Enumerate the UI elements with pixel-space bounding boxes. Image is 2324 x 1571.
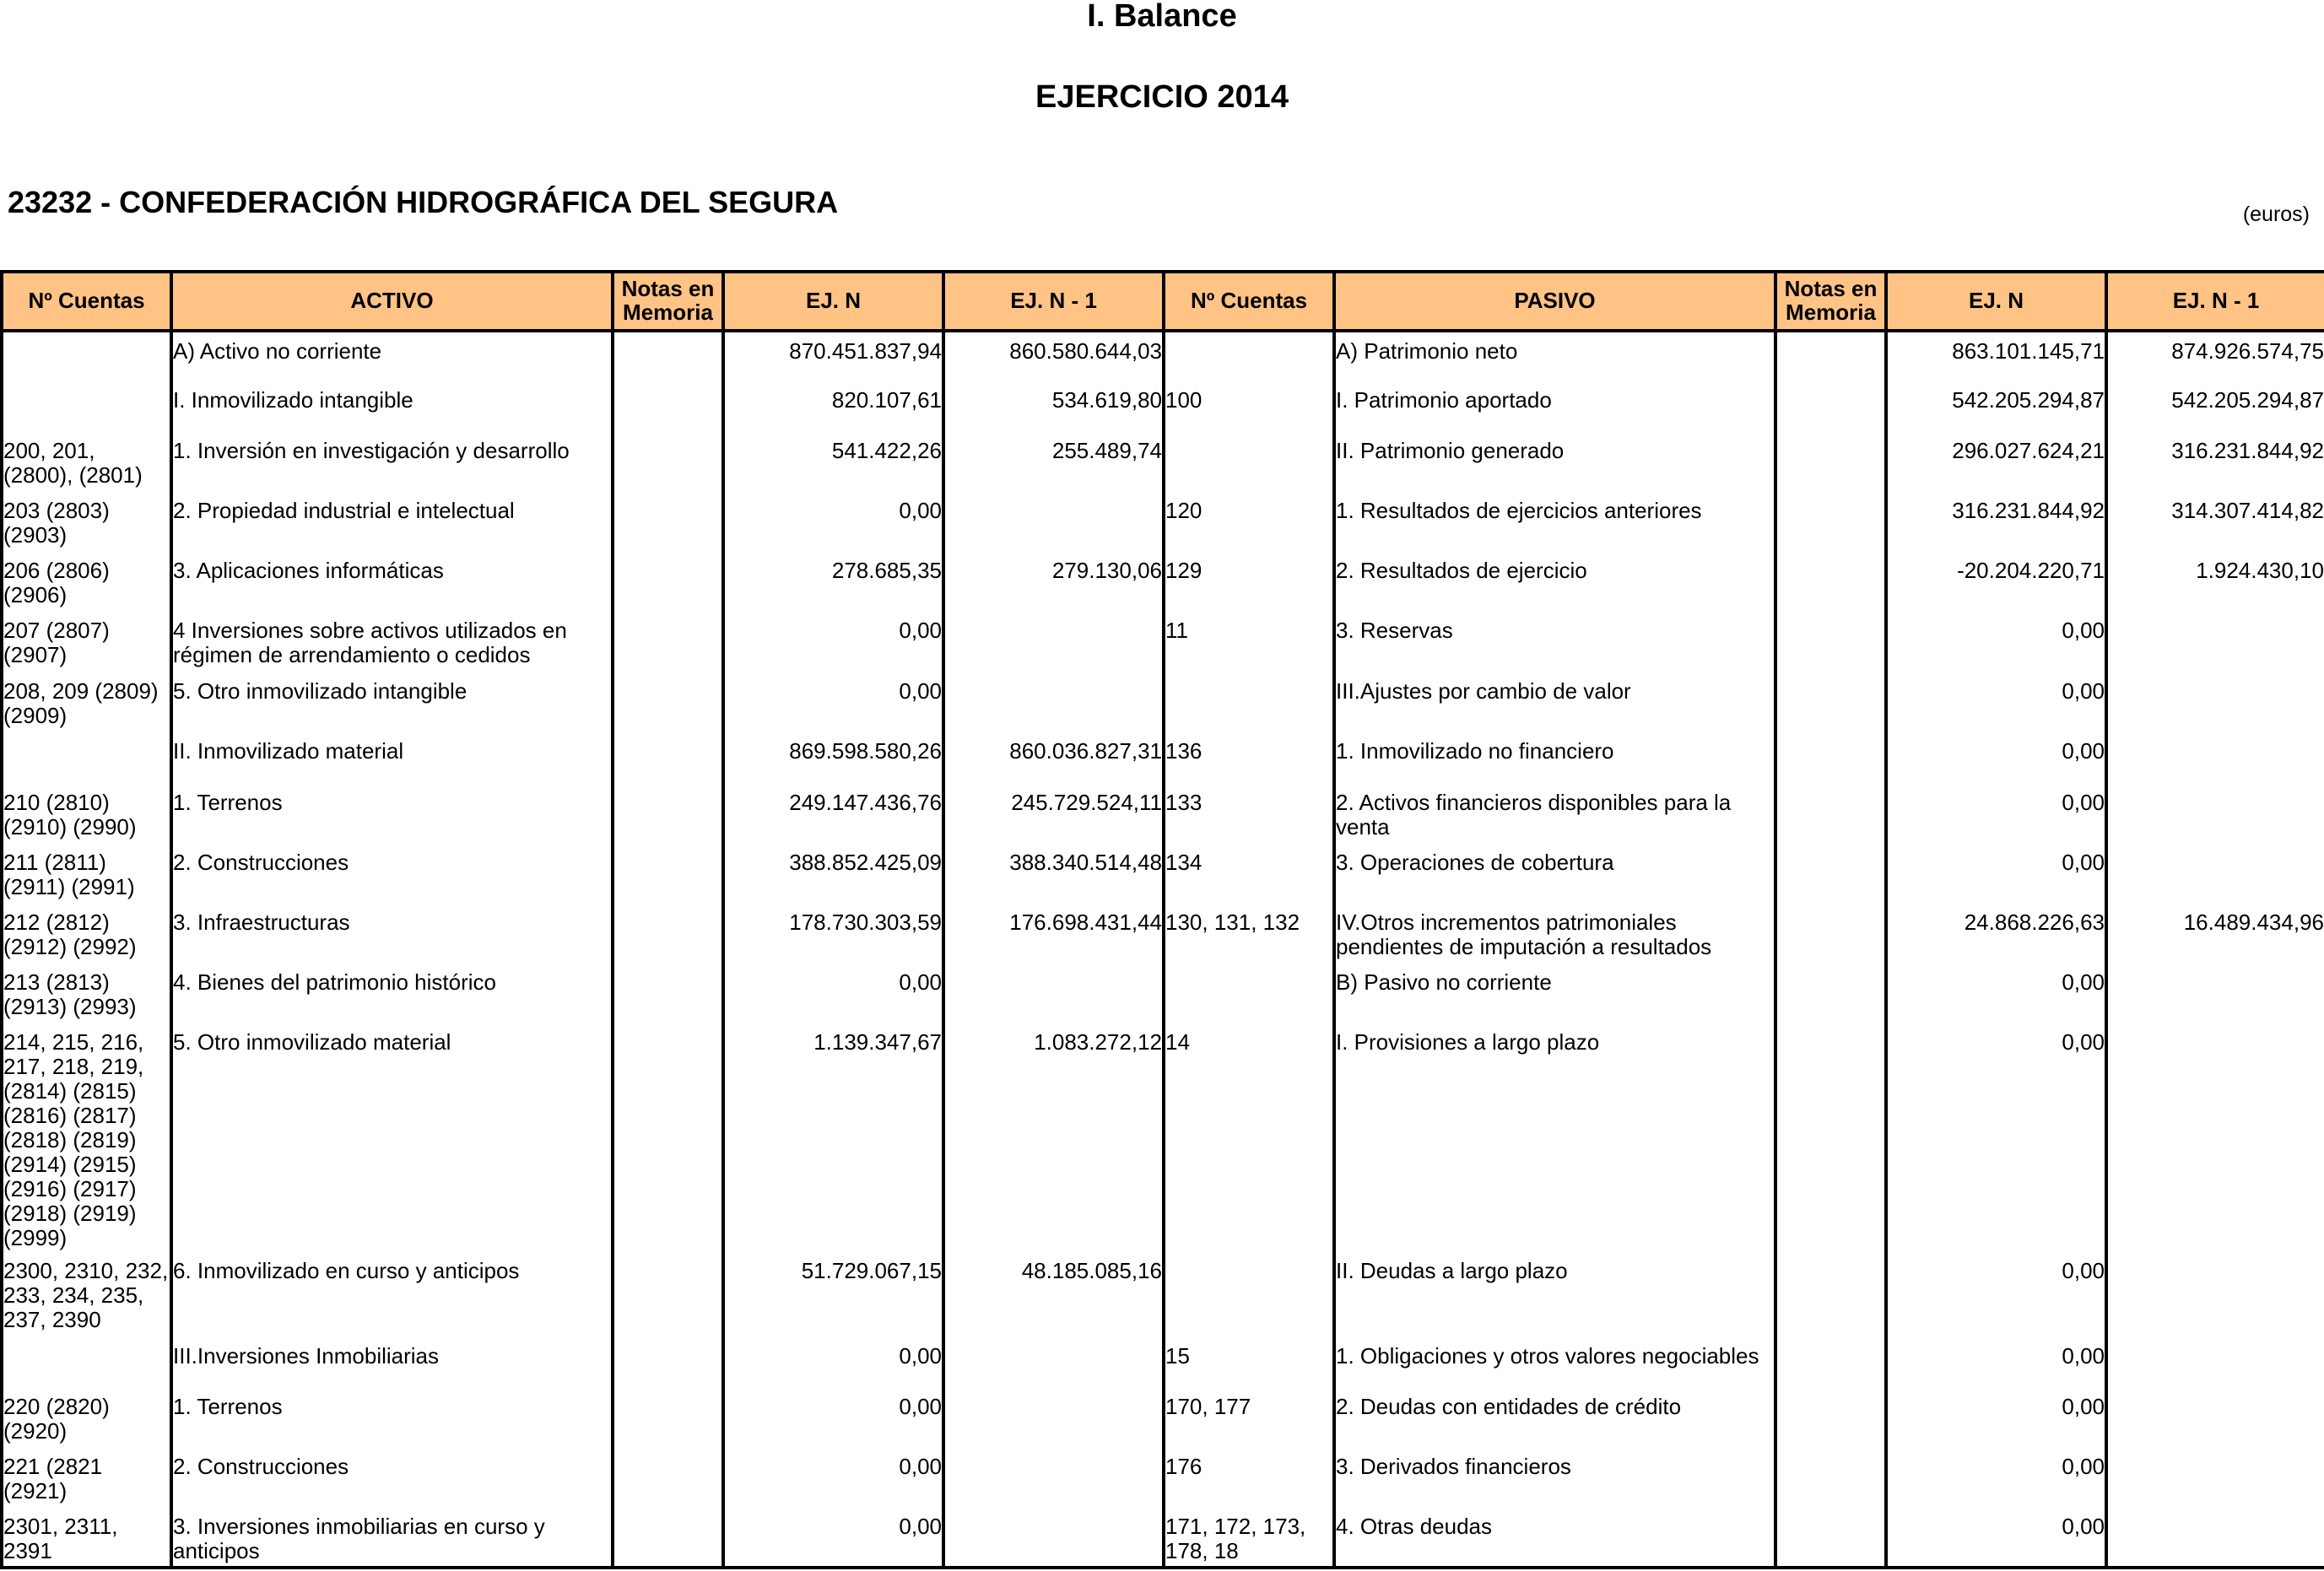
- activo-label: 2. Propiedad industrial e intelectual: [171, 492, 613, 552]
- account-codes: 220 (2820) (2920): [2, 1388, 171, 1448]
- activo-notes: [613, 1388, 723, 1448]
- col-header-pasivo: PASIVO: [1334, 272, 1775, 331]
- pasivo-ej-n: 0,00: [1886, 1252, 2106, 1336]
- activo-label: 6. Inmovilizado en curso y anticipos: [171, 1252, 613, 1336]
- activo-ej-n1: [943, 964, 1164, 1023]
- pasivo-notes: [1775, 1388, 1886, 1448]
- pasivo-ej-n: 316.231.844,92: [1886, 492, 2106, 552]
- activo-ej-n1: 860.580.644,03: [943, 331, 1164, 381]
- account-codes: 207 (2807) (2907): [2, 612, 171, 672]
- activo-notes: [613, 492, 723, 552]
- table-row: [2, 381, 2324, 432]
- account-codes: 210 (2810) (2910) (2990): [2, 784, 171, 844]
- report-title: I. Balance: [1087, 0, 1237, 34]
- pasivo-ej-n1: [2106, 612, 2324, 672]
- table-row: [2, 1023, 2324, 1252]
- activo-ej-n: 869.598.580,26: [723, 732, 943, 784]
- pasivo-label: II. Patrimonio generado: [1334, 432, 1775, 492]
- pasivo-ej-n1: [2106, 1337, 2324, 1388]
- activo-label: 1. Terrenos: [171, 1388, 613, 1448]
- account-codes: 213 (2813) (2913) (2993): [2, 964, 171, 1023]
- pasivo-ej-n1: 16.489.434,96: [2106, 904, 2324, 964]
- pasivo-account-codes: 11: [1164, 612, 1334, 672]
- table-row: [2, 331, 2324, 381]
- activo-ej-n: 0,00: [723, 1508, 943, 1568]
- account-codes: [2, 732, 171, 784]
- account-codes: [2, 1337, 171, 1388]
- pasivo-account-codes: 171, 172, 173, 178, 18: [1164, 1508, 1334, 1568]
- pasivo-notes: [1775, 331, 1886, 381]
- pasivo-label: I. Provisiones a largo plazo: [1334, 1023, 1775, 1252]
- pasivo-ej-n1: 314.307.414,82: [2106, 492, 2324, 552]
- col-header-pasivo-notes: Notas en Memoria: [1775, 272, 1886, 331]
- activo-ej-n1: 388.340.514,48: [943, 844, 1164, 904]
- table-row: [2, 1508, 2324, 1568]
- pasivo-label: 3. Operaciones de cobertura: [1334, 844, 1775, 904]
- activo-label: II. Inmovilizado material: [171, 732, 613, 784]
- activo-ej-n1: 245.729.524,11: [943, 784, 1164, 844]
- col-header-notes: Notas en Memoria: [613, 272, 723, 331]
- pasivo-notes: [1775, 1252, 1886, 1336]
- activo-notes: [613, 844, 723, 904]
- pasivo-ej-n: 0,00: [1886, 612, 2106, 672]
- activo-ej-n: 51.729.067,15: [723, 1252, 943, 1336]
- pasivo-notes: [1775, 672, 1886, 732]
- pasivo-ej-n1: [2106, 732, 2324, 784]
- table-row: [2, 492, 2324, 552]
- pasivo-label: IV.Otros incrementos patrimoniales pendientes de imputación a resultados: [1334, 904, 1775, 964]
- activo-ej-n: 0,00: [723, 964, 943, 1023]
- col-header-activo: ACTIVO: [171, 272, 613, 331]
- activo-notes: [613, 1448, 723, 1508]
- activo-ej-n: 820.107,61: [723, 381, 943, 432]
- account-codes: 2300, 2310, 232, 233, 234, 235, 237, 2390: [2, 1252, 171, 1336]
- pasivo-notes: [1775, 381, 1886, 432]
- pasivo-ej-n1: 1.924.430,10: [2106, 552, 2324, 612]
- col-header-ej-n: EJ. N: [723, 272, 943, 331]
- account-codes: 2301, 2311, 2391: [2, 1508, 171, 1568]
- activo-notes: [613, 1337, 723, 1388]
- activo-ej-n1: 1.083.272,12: [943, 1023, 1164, 1252]
- entity-name: 23232 - CONFEDERACIÓN HIDROGRÁFICA DEL SEGURA: [8, 185, 839, 219]
- activo-notes: [613, 1508, 723, 1568]
- activo-notes: [613, 612, 723, 672]
- pasivo-ej-n: 542.205.294,87: [1886, 381, 2106, 432]
- pasivo-ej-n1: [2106, 1252, 2324, 1336]
- activo-label: I. Inmovilizado intangible: [171, 381, 613, 432]
- activo-ej-n: 0,00: [723, 1448, 943, 1508]
- account-codes: [2, 331, 171, 381]
- pasivo-ej-n: 0,00: [1886, 1023, 2106, 1252]
- pasivo-account-codes: 129: [1164, 552, 1334, 612]
- pasivo-ej-n1: [2106, 1508, 2324, 1568]
- pasivo-account-codes: 133: [1164, 784, 1334, 844]
- table-row: [2, 552, 2324, 612]
- activo-label: 4 Inversiones sobre activos utilizados en régimen de arrendamiento o cedidos: [171, 612, 613, 672]
- pasivo-account-codes: [1164, 331, 1334, 381]
- account-codes: 203 (2803) (2903): [2, 492, 171, 552]
- pasivo-ej-n1: [2106, 964, 2324, 1023]
- activo-label: 1. Inversión en investigación y desarrollo: [171, 432, 613, 492]
- activo-label: 3. Inversiones inmobiliarias en curso y anticipos: [171, 1508, 613, 1568]
- activo-notes: [613, 784, 723, 844]
- pasivo-ej-n1: [2106, 1448, 2324, 1508]
- table-row: [2, 1448, 2324, 1508]
- pasivo-account-codes: 170, 177: [1164, 1388, 1334, 1448]
- pasivo-account-codes: [1164, 964, 1334, 1023]
- pasivo-ej-n: 0,00: [1886, 1448, 2106, 1508]
- activo-notes: [613, 331, 723, 381]
- activo-label: 2. Construcciones: [171, 844, 613, 904]
- pasivo-label: 3. Derivados financieros: [1334, 1448, 1775, 1508]
- col-header-pasivo-ej-n: EJ. N: [1886, 272, 2106, 331]
- table-row: [2, 612, 2324, 672]
- activo-notes: [613, 1252, 723, 1336]
- pasivo-account-codes: 100: [1164, 381, 1334, 432]
- table-row: [2, 904, 2324, 964]
- account-codes: 221 (2821 (2921): [2, 1448, 171, 1508]
- table-row: [2, 784, 2324, 844]
- activo-ej-n: 541.422,26: [723, 432, 943, 492]
- table-row: [2, 1388, 2324, 1448]
- col-header-pasivo-accounts: Nº Cuentas: [1164, 272, 1334, 331]
- pasivo-ej-n: 0,00: [1886, 964, 2106, 1023]
- activo-ej-n1: [943, 1337, 1164, 1388]
- activo-ej-n: 278.685,35: [723, 552, 943, 612]
- pasivo-account-codes: 14: [1164, 1023, 1334, 1252]
- pasivo-notes: [1775, 844, 1886, 904]
- account-codes: 200, 201, (2800), (2801): [2, 432, 171, 492]
- pasivo-label: 1. Obligaciones y otros valores negociables: [1334, 1337, 1775, 1388]
- activo-label: 3. Aplicaciones informáticas: [171, 552, 613, 612]
- table-row: [2, 672, 2324, 732]
- pasivo-notes: [1775, 1023, 1886, 1252]
- currency-units: (euros): [2242, 202, 2310, 226]
- pasivo-label: I. Patrimonio aportado: [1334, 381, 1775, 432]
- pasivo-label: III.Ajustes por cambio de valor: [1334, 672, 1775, 732]
- pasivo-notes: [1775, 552, 1886, 612]
- activo-ej-n1: [943, 1388, 1164, 1448]
- pasivo-ej-n1: 316.231.844,92: [2106, 432, 2324, 492]
- activo-ej-n: 178.730.303,59: [723, 904, 943, 964]
- pasivo-account-codes: 136: [1164, 732, 1334, 784]
- pasivo-notes: [1775, 784, 1886, 844]
- pasivo-ej-n1: 542.205.294,87: [2106, 381, 2324, 432]
- activo-label: 5. Otro inmovilizado intangible: [171, 672, 613, 732]
- pasivo-label: B) Pasivo no corriente: [1334, 964, 1775, 1023]
- pasivo-notes: [1775, 1508, 1886, 1568]
- col-header-ej-n1: EJ. N - 1: [943, 272, 1164, 331]
- activo-notes: [613, 1023, 723, 1252]
- activo-ej-n1: 255.489,74: [943, 432, 1164, 492]
- pasivo-account-codes: [1164, 672, 1334, 732]
- account-codes: [2, 381, 171, 432]
- pasivo-ej-n: 0,00: [1886, 732, 2106, 784]
- pasivo-label: 2. Resultados de ejercicio: [1334, 552, 1775, 612]
- activo-ej-n1: [943, 1508, 1164, 1568]
- activo-ej-n1: 860.036.827,31: [943, 732, 1164, 784]
- activo-notes: [613, 904, 723, 964]
- balance-table-body: [2, 331, 2324, 1568]
- pasivo-notes: [1775, 492, 1886, 552]
- pasivo-account-codes: [1164, 432, 1334, 492]
- activo-notes: [613, 432, 723, 492]
- pasivo-account-codes: 176: [1164, 1448, 1334, 1508]
- activo-ej-n: 0,00: [723, 672, 943, 732]
- pasivo-ej-n: 863.101.145,71: [1886, 331, 2106, 381]
- pasivo-label: 2. Deudas con entidades de crédito: [1334, 1388, 1775, 1448]
- activo-notes: [613, 552, 723, 612]
- pasivo-account-codes: 130, 131, 132: [1164, 904, 1334, 964]
- activo-ej-n: 0,00: [723, 612, 943, 672]
- pasivo-ej-n: 0,00: [1886, 1508, 2106, 1568]
- pasivo-ej-n: 24.868.226,63: [1886, 904, 2106, 964]
- account-codes: 211 (2811) (2911) (2991): [2, 844, 171, 904]
- activo-ej-n: 0,00: [723, 1337, 943, 1388]
- table-header-row: [2, 272, 2324, 331]
- pasivo-ej-n: 296.027.624,21: [1886, 432, 2106, 492]
- activo-ej-n: 870.451.837,94: [723, 331, 943, 381]
- account-codes: 214, 215, 216, 217, 218, 219, (2814) (2815) (2816) (2817) (2818) (2819) (2914) (2915) (2916) (2917) (2918) (2919) (2999): [2, 1023, 171, 1252]
- activo-ej-n1: [943, 672, 1164, 732]
- activo-label: III.Inversiones Inmobiliarias: [171, 1337, 613, 1388]
- pasivo-notes: [1775, 1448, 1886, 1508]
- activo-label: A) Activo no corriente: [171, 331, 613, 381]
- fiscal-year-title: EJERCICIO 2014: [1035, 79, 1289, 115]
- table-row: [2, 732, 2324, 784]
- pasivo-ej-n: 0,00: [1886, 1337, 2106, 1388]
- account-codes: 208, 209 (2809) (2909): [2, 672, 171, 732]
- pasivo-notes: [1775, 964, 1886, 1023]
- pasivo-notes: [1775, 904, 1886, 964]
- activo-label: 4. Bienes del patrimonio histórico: [171, 964, 613, 1023]
- activo-ej-n1: [943, 612, 1164, 672]
- activo-ej-n1: 534.619,80: [943, 381, 1164, 432]
- activo-notes: [613, 672, 723, 732]
- pasivo-ej-n1: 874.926.574,75: [2106, 331, 2324, 381]
- activo-label: 1. Terrenos: [171, 784, 613, 844]
- table-row: [2, 1337, 2324, 1388]
- pasivo-notes: [1775, 1337, 1886, 1388]
- activo-ej-n: 0,00: [723, 492, 943, 552]
- activo-ej-n: 388.852.425,09: [723, 844, 943, 904]
- pasivo-ej-n1: [2106, 1023, 2324, 1252]
- pasivo-ej-n1: [2106, 844, 2324, 904]
- pasivo-notes: [1775, 432, 1886, 492]
- pasivo-ej-n1: [2106, 784, 2324, 844]
- activo-label: 2. Construcciones: [171, 1448, 613, 1508]
- account-codes: 206 (2806) (2906): [2, 552, 171, 612]
- activo-ej-n1: [943, 1448, 1164, 1508]
- table-row: [2, 844, 2324, 904]
- pasivo-label: A) Patrimonio neto: [1334, 331, 1775, 381]
- pasivo-ej-n1: [2106, 672, 2324, 732]
- activo-notes: [613, 381, 723, 432]
- balance-sheet-table: [0, 270, 2324, 1569]
- activo-ej-n1: 48.185.085,16: [943, 1252, 1164, 1336]
- pasivo-ej-n: 0,00: [1886, 784, 2106, 844]
- pasivo-ej-n: 0,00: [1886, 672, 2106, 732]
- col-header-pasivo-ej-n1: EJ. N - 1: [2106, 272, 2324, 331]
- col-header-accounts: Nº Cuentas: [2, 272, 171, 331]
- activo-ej-n: 249.147.436,76: [723, 784, 943, 844]
- pasivo-label: 3. Reservas: [1334, 612, 1775, 672]
- activo-ej-n: 1.139.347,67: [723, 1023, 943, 1252]
- pasivo-account-codes: 134: [1164, 844, 1334, 904]
- activo-ej-n1: [943, 492, 1164, 552]
- pasivo-notes: [1775, 612, 1886, 672]
- pasivo-label: 4. Otras deudas: [1334, 1508, 1775, 1568]
- pasivo-notes: [1775, 732, 1886, 784]
- pasivo-ej-n: -20.204.220,71: [1886, 552, 2106, 612]
- table-row: [2, 964, 2324, 1023]
- activo-notes: [613, 964, 723, 1023]
- activo-notes: [613, 732, 723, 784]
- pasivo-label: II. Deudas a largo plazo: [1334, 1252, 1775, 1336]
- pasivo-account-codes: 120: [1164, 492, 1334, 552]
- table-row: [2, 1252, 2324, 1336]
- activo-ej-n1: 279.130,06: [943, 552, 1164, 612]
- pasivo-account-codes: [1164, 1252, 1334, 1336]
- pasivo-ej-n: 0,00: [1886, 1388, 2106, 1448]
- pasivo-label: 1. Resultados de ejercicios anteriores: [1334, 492, 1775, 552]
- pasivo-label: 1. Inmovilizado no financiero: [1334, 732, 1775, 784]
- pasivo-account-codes: 15: [1164, 1337, 1334, 1388]
- pasivo-ej-n: 0,00: [1886, 844, 2106, 904]
- activo-ej-n: 0,00: [723, 1388, 943, 1448]
- pasivo-label: 2. Activos financieros disponibles para la venta: [1334, 784, 1775, 844]
- account-codes: 212 (2812) (2912) (2992): [2, 904, 171, 964]
- activo-label: 5. Otro inmovilizado material: [171, 1023, 613, 1252]
- activo-ej-n1: 176.698.431,44: [943, 904, 1164, 964]
- pasivo-ej-n1: [2106, 1388, 2324, 1448]
- table-row: [2, 432, 2324, 492]
- activo-label: 3. Infraestructuras: [171, 904, 613, 964]
